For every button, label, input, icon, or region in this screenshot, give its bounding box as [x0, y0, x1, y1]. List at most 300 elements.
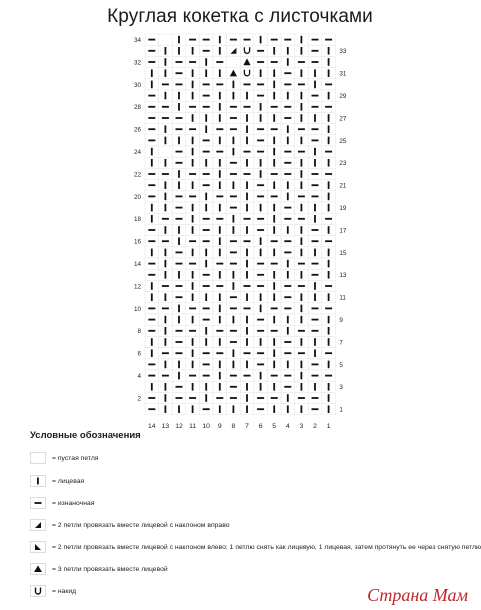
stitch-symbol: [230, 263, 237, 265]
stitch-symbol: [148, 106, 155, 108]
legend-item-k2tog-right: [30, 518, 230, 532]
stitch-symbol: [328, 260, 330, 268]
stitch-symbol: [178, 361, 180, 369]
stitch-symbol: [230, 341, 237, 343]
row-label-right: 15: [339, 249, 347, 257]
stitch-symbol: [192, 293, 194, 301]
stitch-symbol: [165, 181, 167, 189]
stitch-symbol: [328, 47, 330, 55]
stitch-symbol: [162, 218, 169, 220]
stitch-symbol: [273, 316, 275, 324]
stitch-symbol: [165, 405, 167, 413]
stitch-symbol: [314, 383, 316, 391]
stitch-symbol: [176, 218, 183, 220]
stitch-symbol: [192, 282, 194, 290]
stitch-symbol: [257, 330, 264, 332]
stitch-symbol: [301, 316, 303, 324]
row-label-right: 17: [339, 227, 347, 235]
stitch-symbol: [325, 151, 332, 153]
stitch-symbol: [189, 397, 196, 399]
stitch-symbol: [230, 386, 237, 388]
stitch-symbol: [284, 308, 291, 310]
stitch-symbol: [219, 271, 221, 279]
stitch-symbol: [230, 375, 237, 377]
row-label-right: 5: [339, 361, 343, 369]
stitch-symbol: [314, 282, 316, 290]
stitch-symbol: [178, 47, 180, 55]
stitch-symbol: [216, 196, 223, 198]
stitch-symbol: [205, 383, 207, 391]
stitch-symbol: [176, 117, 183, 119]
stitch-symbol: [219, 361, 221, 369]
stitch-symbol: [287, 327, 289, 335]
stitch-symbol: [284, 296, 291, 298]
stitch-symbol: [205, 58, 207, 66]
stitch-symbol: [165, 58, 167, 66]
stitch-symbol: [273, 159, 275, 167]
column-label: 14: [148, 422, 156, 430]
stitch-symbol: [233, 271, 235, 279]
row-label-right: 1: [339, 406, 343, 414]
row-label-left: 4: [137, 373, 141, 380]
stitch-symbol: [148, 140, 155, 142]
stitch-symbol: [203, 352, 210, 354]
stitch-symbol: [205, 249, 207, 257]
stitch-symbol: [328, 293, 330, 301]
stitch-symbol: [287, 193, 289, 201]
stitch-symbol: [216, 330, 223, 332]
stitch-symbol: [178, 305, 180, 313]
stitch-symbol: [328, 405, 330, 413]
stitch-symbol: [271, 173, 278, 175]
stitch-symbol: [301, 372, 303, 380]
stitch-symbol: [273, 47, 275, 55]
stitch-symbol: [165, 383, 167, 391]
stitch-symbol: [230, 106, 237, 108]
stitch-symbol: [203, 308, 210, 310]
stitch-symbol: [151, 215, 153, 223]
stitch-symbol: [219, 69, 221, 77]
stitch-symbol: [273, 181, 275, 189]
stitch-symbol: [325, 173, 332, 175]
stitch-symbol: [314, 69, 316, 77]
stitch-symbol: [273, 114, 275, 122]
legend-text: = лицевая: [52, 477, 85, 485]
legend-item-empty: [30, 451, 99, 465]
stitch-symbol: [312, 274, 319, 276]
stitch-symbol: [298, 397, 305, 399]
stitch-symbol: [260, 293, 262, 301]
stitch-symbol: [298, 61, 305, 63]
stitch-symbol: [287, 92, 289, 100]
stitch-symbol: [312, 308, 319, 310]
row-label-left: 16: [133, 238, 141, 246]
stitch-symbol: [298, 84, 305, 86]
stitch-symbol: [246, 114, 248, 122]
stitch-symbol: [148, 364, 155, 366]
stitch-symbol: [284, 207, 291, 209]
stitch-symbol: [246, 92, 248, 100]
k3tog-icon: [30, 563, 46, 575]
stitch-symbol: [189, 173, 196, 175]
stitch-symbol: [287, 405, 289, 413]
stitch-symbol: [312, 229, 319, 231]
stitch-symbol: [148, 308, 155, 310]
stitch-symbol: [151, 148, 153, 156]
stitch-symbol: [257, 352, 264, 354]
stitch-symbol: [178, 170, 180, 178]
stitch-symbol: [257, 184, 264, 186]
row-label-right: 9: [339, 317, 343, 324]
page-title: Круглая кокетка с листочками: [107, 6, 373, 27]
stitch-symbol: [273, 226, 275, 234]
stitch-symbol: [165, 204, 167, 212]
stitch-symbol: [273, 69, 275, 77]
stitch-symbol: [325, 240, 332, 242]
stitch-symbol: [205, 159, 207, 167]
stitch-symbol: [246, 260, 248, 268]
row-label-left: 18: [133, 216, 141, 224]
stitch-symbol: [260, 170, 262, 178]
stitch-symbol: [301, 204, 303, 212]
chart-cell: [159, 146, 173, 157]
stitch-symbol: [246, 137, 248, 145]
row-label-left: 2: [137, 395, 141, 403]
stitch-symbol: [148, 61, 155, 63]
stitch-symbol: [246, 193, 248, 201]
stitch-symbol: [287, 125, 289, 133]
row-label-left: 24: [133, 149, 141, 156]
stitch-symbol: [162, 308, 169, 310]
stitch-symbol: [312, 106, 319, 108]
legend-item-purl: [30, 496, 94, 510]
stitch-symbol: [260, 159, 262, 167]
chart-cell: [227, 56, 241, 67]
stitch-symbol: [271, 330, 278, 332]
stitch-symbol: [244, 84, 251, 86]
stitch-symbol: [287, 181, 289, 189]
stitch-symbol: [233, 316, 235, 324]
stitch-symbol: [162, 285, 169, 287]
stitch-symbol: [312, 39, 319, 41]
stitch-symbol: [192, 349, 194, 357]
stitch-symbol: [189, 61, 196, 63]
stitch-symbol: [176, 296, 183, 298]
stitch-symbol: [230, 397, 237, 399]
row-label-right: 25: [339, 137, 347, 145]
stitch-symbol: [287, 316, 289, 324]
stitch-symbol: [298, 128, 305, 130]
row-label-right: 31: [339, 70, 347, 78]
stitch-symbol: [176, 285, 183, 287]
row-label-right: 21: [339, 182, 347, 190]
stitch-symbol: [151, 204, 153, 212]
stitch-symbol: [205, 394, 207, 402]
stitch-symbol: [165, 69, 167, 77]
stitch-symbol: [203, 39, 210, 41]
stitch-symbol: [325, 352, 332, 354]
stitch-symbol: [260, 249, 262, 257]
stitch-symbol: [216, 61, 223, 63]
stitch-symbol: [312, 61, 319, 63]
stitch-symbol: [148, 375, 155, 377]
stitch-symbol: [312, 173, 319, 175]
stitch-symbol: [301, 170, 303, 178]
legend-text: = пустая петля: [52, 454, 99, 462]
stitch-symbol: [284, 352, 291, 354]
legend-item-k3tog: [30, 562, 168, 576]
stitch-symbol: [260, 36, 262, 44]
stitch-symbol: [203, 173, 210, 175]
stitch-symbol: [301, 47, 303, 55]
stitch-symbol: [301, 271, 303, 279]
stitch-symbol: [257, 196, 264, 198]
stitch-symbol: [246, 316, 248, 324]
stitch-symbol: [298, 263, 305, 265]
stitch-symbol: [257, 319, 264, 321]
stitch-symbol: [203, 408, 210, 410]
stitch-symbol: [176, 72, 183, 74]
stitch-symbol: [271, 263, 278, 265]
stitch-symbol: [273, 249, 275, 257]
stitch-symbol: [219, 103, 221, 111]
stitch-symbol: [178, 372, 180, 380]
stitch-symbol: [203, 50, 210, 52]
stitch-symbol: [176, 397, 183, 399]
stitch-symbol: [148, 397, 155, 399]
row-label-left: 34: [133, 37, 141, 44]
stitch-symbol: [328, 137, 330, 145]
stitch-symbol: [257, 229, 264, 231]
stitch-symbol: [273, 338, 275, 346]
stitch-symbol: [192, 271, 194, 279]
stitch-symbol: [216, 128, 223, 130]
stitch-symbol: [165, 249, 167, 257]
stitch-symbol: [287, 58, 289, 66]
stitch-symbol: [298, 352, 305, 354]
stitch-symbol: [260, 237, 262, 245]
stitch-symbol: [189, 375, 196, 377]
stitch-symbol: [148, 173, 155, 175]
stitch-symbol: [257, 263, 264, 265]
stitch-symbol: [287, 137, 289, 145]
stitch-symbol: [192, 405, 194, 413]
stitch-symbol: [284, 218, 291, 220]
stitch-symbol: [260, 338, 262, 346]
row-label-left: 26: [133, 126, 141, 134]
empty-stitch-icon: [30, 452, 46, 464]
stitch-symbol: [148, 117, 155, 119]
stitch-symbol: [284, 72, 291, 74]
stitch-symbol: [216, 84, 223, 86]
stitch-symbol: [178, 137, 180, 145]
stitch-symbol: [203, 229, 210, 231]
stitch-symbol: [205, 260, 207, 268]
stitch-symbol: [165, 327, 167, 335]
stitch-symbol: [205, 193, 207, 201]
stitch-symbol: [230, 162, 237, 164]
stitch-symbol: [257, 408, 264, 410]
stitch-symbol: [219, 47, 221, 55]
stitch-symbol: [165, 125, 167, 133]
stitch-symbol: [189, 330, 196, 332]
stitch-symbol: [284, 117, 291, 119]
row-label-left: 32: [133, 59, 141, 67]
column-label: 10: [202, 422, 210, 430]
stitch-symbol: [205, 293, 207, 301]
stitch-symbol: [273, 271, 275, 279]
stitch-symbol: [287, 260, 289, 268]
legend-text: = 3 петли провязать вместе лицевой: [52, 565, 168, 573]
stitch-symbol: [273, 405, 275, 413]
stitch-symbol: [205, 125, 207, 133]
stitch-symbol: [328, 394, 330, 402]
stitch-symbol: [301, 305, 303, 313]
stitch-symbol: [257, 61, 264, 63]
stitch-symbol: [271, 196, 278, 198]
stitch-symbol: [219, 181, 221, 189]
stitch-symbol: [257, 84, 264, 86]
yarn-over-icon: [30, 585, 46, 597]
row-label-right: 3: [339, 384, 343, 392]
stitch-symbol: [257, 140, 264, 142]
stitch-symbol: [233, 215, 235, 223]
stitch-symbol: [203, 106, 210, 108]
stitch-symbol: [244, 352, 251, 354]
stitch-symbol: [233, 181, 235, 189]
stitch-symbol: [298, 196, 305, 198]
stitch-symbol: [203, 319, 210, 321]
stitch-symbol: [178, 92, 180, 100]
stitch-symbol: [151, 349, 153, 357]
stitch-symbol: [203, 274, 210, 276]
stitch-symbol: [148, 330, 155, 332]
knit-stitch-icon: [30, 475, 46, 487]
stitch-symbol: [176, 341, 183, 343]
stitch-symbol: [244, 375, 251, 377]
row-label-left: 10: [133, 305, 141, 313]
stitch-symbol: [284, 173, 291, 175]
stitch-symbol: [219, 159, 221, 167]
stitch-symbol: [205, 69, 207, 77]
stitch-symbol: [312, 128, 319, 130]
stitch-symbol: [216, 397, 223, 399]
stitch-symbol: [273, 282, 275, 290]
stitch-symbol: [162, 117, 169, 119]
stitch-symbol: [328, 58, 330, 66]
stitch-symbol: [192, 361, 194, 369]
stitch-symbol: [325, 375, 332, 377]
stitch-symbol: [260, 114, 262, 122]
stitch-symbol: [165, 361, 167, 369]
stitch-symbol: [203, 151, 210, 153]
stitch-symbol: [244, 39, 251, 41]
stitch-symbol: [314, 215, 316, 223]
column-label: 5: [272, 422, 277, 430]
stitch-symbol: [284, 151, 291, 153]
stitch-symbol: [192, 69, 194, 77]
stitch-symbol: [287, 271, 289, 279]
chart-cell: [240, 45, 254, 56]
stitch-symbol: [284, 240, 291, 242]
stitch-symbol: [244, 218, 251, 220]
stitch-symbol: [203, 285, 210, 287]
stitch-symbol: [284, 252, 291, 254]
row-label-left: 20: [133, 193, 141, 201]
legend-text: = накид: [52, 587, 77, 595]
stitch-symbol: [148, 240, 155, 242]
stitch-symbol: [192, 226, 194, 234]
stitch-symbol: [192, 181, 194, 189]
stitch-symbol: [246, 271, 248, 279]
stitch-symbol: [314, 349, 316, 357]
stitch-symbol: [203, 240, 210, 242]
stitch-symbol: [312, 263, 319, 265]
stitch-symbol: [176, 252, 183, 254]
stitch-symbol: [219, 170, 221, 178]
stitch-symbol: [328, 327, 330, 335]
legend-item-yo: [30, 584, 76, 598]
stitch-symbol: [162, 352, 169, 354]
stitch-symbol: [189, 39, 196, 41]
stitch-symbol: [260, 69, 262, 77]
stitch-symbol: [328, 159, 330, 167]
stitch-symbol: [165, 293, 167, 301]
stitch-symbol: [284, 341, 291, 343]
stitch-symbol: [148, 319, 155, 321]
stitch-symbol: [328, 361, 330, 369]
stitch-symbol: [257, 128, 264, 130]
stitch-symbol: [165, 193, 167, 201]
stitch-symbol: [328, 316, 330, 324]
stitch-symbol: [203, 140, 210, 142]
stitch-symbol: [233, 226, 235, 234]
stitch-symbol: [328, 114, 330, 122]
column-label: 13: [161, 422, 170, 430]
stitch-symbol: [271, 240, 278, 242]
stitch-symbol: [312, 397, 319, 399]
stitch-symbol: [192, 92, 194, 100]
stitch-symbol: [148, 184, 155, 186]
stitch-symbol: [325, 218, 332, 220]
stitch-symbol: [271, 39, 278, 41]
stitch-symbol: [314, 114, 316, 122]
stitch-symbol: [260, 383, 262, 391]
stitch-symbol: [246, 338, 248, 346]
stitch-symbol: [189, 128, 196, 130]
k2tog-right-icon: [30, 519, 46, 531]
stitch-symbol: [165, 159, 167, 167]
stitch-symbol: [233, 81, 235, 89]
legend-item-knit: [30, 474, 84, 488]
stitch-symbol: [301, 361, 303, 369]
stitch-symbol: [301, 383, 303, 391]
legend-text: = 2 петли провязать вместе лицевой с наклоном влево: 1 петлю снять как лицевую, 1 лицевая, затем протянуть ее через снятую петлю: [52, 543, 481, 551]
stitch-symbol: [205, 327, 207, 335]
stitch-symbol: [203, 84, 210, 86]
stitch-symbol: [287, 226, 289, 234]
row-label-left: 14: [133, 261, 141, 268]
stitch-symbol: [273, 361, 275, 369]
stitch-symbol: [257, 397, 264, 399]
stitch-symbol: [178, 181, 180, 189]
stitch-symbol: [151, 338, 153, 346]
stitch-symbol: [244, 308, 251, 310]
stitch-symbol: [216, 285, 223, 287]
stitch-symbol: [233, 148, 235, 156]
stitch-symbol: [148, 95, 155, 97]
row-label-right: 13: [339, 272, 347, 280]
